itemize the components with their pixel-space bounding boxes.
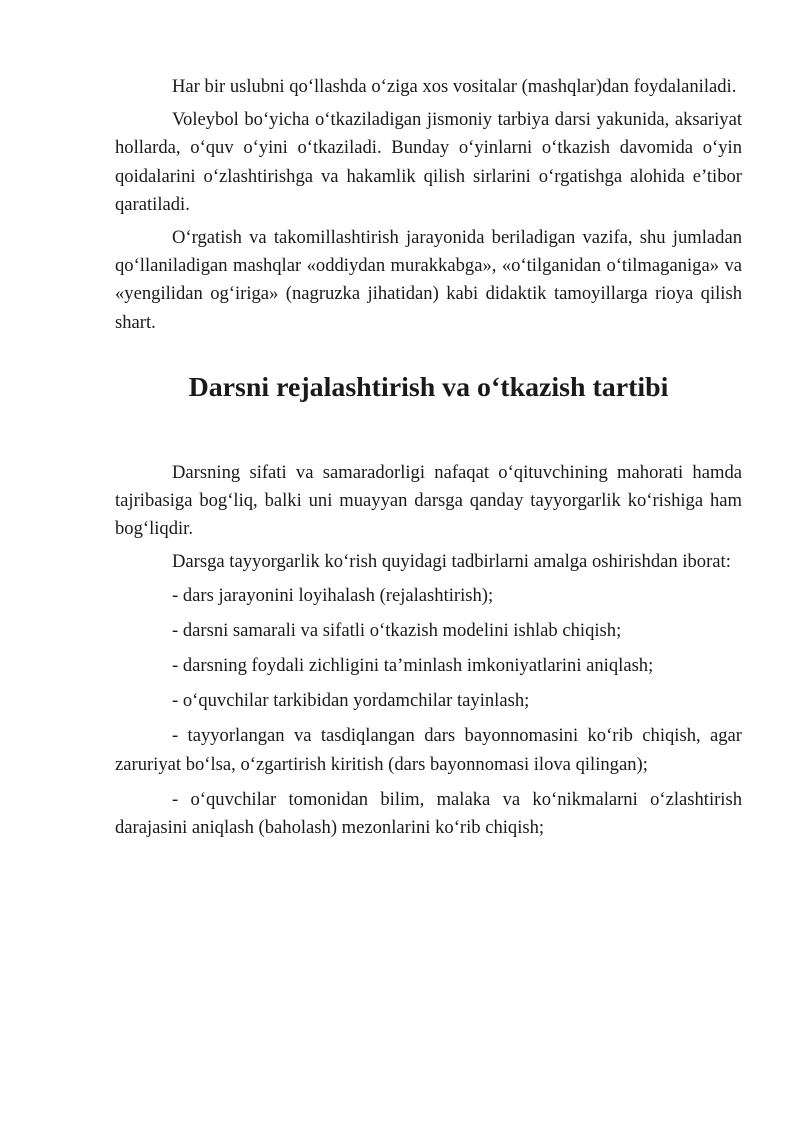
paragraph: Darsga tayyorgarlik ko‘rish quyidagi tadbirlarni amalga oshirishdan iborat: (172, 551, 731, 573)
list-item: - o‘quvchilar tarkibidan yordamchilar tayinlash; (172, 690, 530, 712)
paragraph: O‘rgatish va takomillashtirish jarayonida beriladigan vazifa, shu jumladan qo‘llaniladigan mashqlar «oddiydan murakkabga», «o‘tilganidan o‘tilmaganiga» va «yengilidan og‘iriga» (nagruzka jihatidan) kabi didaktik tamoyillarga rioya qilish shart. (115, 227, 742, 333)
paragraph: Voleybol bo‘yicha o‘tkaziladigan jismoniy tarbiya darsi yakunida, aksariyat hollarda, o‘quv o‘yini o‘tkaziladi. Bunday o‘yinlarni o‘tkazish davomida o‘yin qoidalarini o‘zlashtirishga va hakamlik qilish sirlarini o‘rgatishga alohida e’tibor qaratiladi. (115, 109, 742, 215)
list-item: - dars jarayonini loyihalash (rejalashtirish); (172, 584, 494, 606)
list-item: - o‘quvchilar tomonidan bilim, malaka va ko‘nikmalarni o‘zlashtirish darajasini aniqlash (baholash) mezonlarini ko‘rib chiqish; (115, 788, 742, 839)
spacer (115, 402, 742, 459)
section-heading: Darsni rejalashtirish va o‘tkazish tartibi (188, 371, 669, 403)
list-item: - tayyorlangan va tasdiqlangan dars bayonnomasini ko‘rib chiqish, agar zaruriyat bo‘lsa, o‘zgartirish kiritish (dars bayonnomasi ilova qilingan); (115, 725, 742, 775)
document-page (115, 73, 742, 849)
list-item: - darsni samarali va sifatli o‘tkazish modelini ishlab chiqish; (172, 619, 622, 641)
list-item: - darsning foydali zichligini ta’minlash imkoniyatlarini aniqlash; (172, 655, 654, 677)
paragraph: Har bir uslubni qo‘llashda o‘ziga xos vositalar (mashqlar)dan foydalaniladi. (172, 76, 737, 97)
paragraph: Darsning sifati va samaradorligi nafaqat o‘qituvchining mahorati hamda tajribasiga bog‘liq, balki uni muayyan darsga qanday tayyorgarlik ko‘rishiga ham bog‘liqdir. (115, 461, 742, 540)
